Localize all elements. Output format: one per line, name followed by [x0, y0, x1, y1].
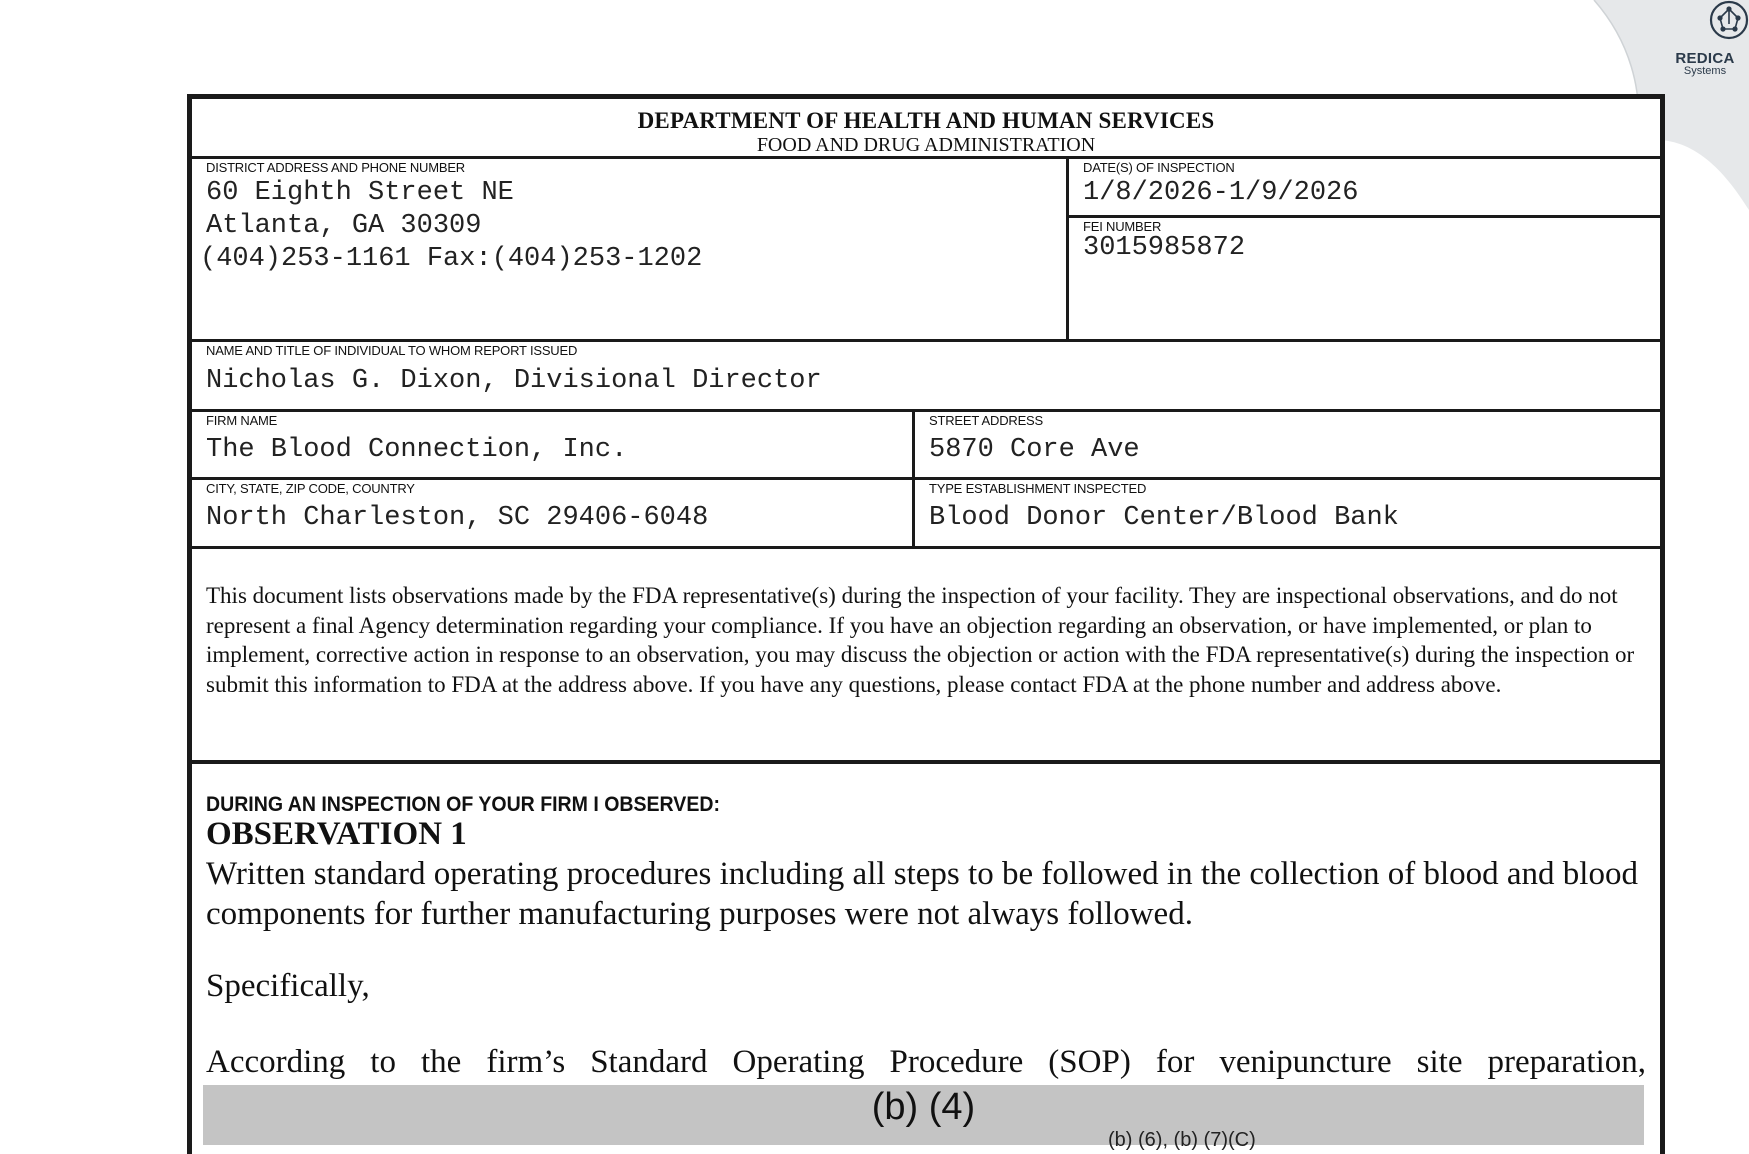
observed-heading: DURING AN INSPECTION OF YOUR FIRM I OBSERVED: [206, 793, 720, 816]
district-label: DISTRICT ADDRESS AND PHONE NUMBER [206, 160, 465, 175]
badge-brand: REDICA [1675, 50, 1735, 67]
fei-cell [1069, 218, 1660, 339]
establishment-cell [915, 480, 1660, 546]
district-line-3: (404)253-1161 Fax:(404)253-1202 [200, 244, 703, 274]
establishment-value: Blood Donor Center/Blood Bank [929, 503, 1399, 533]
specifically-text: Specifically, [206, 968, 370, 1004]
redaction-sub-label: (b) (6), (b) (7)(C) [1108, 1129, 1256, 1151]
fei-value: 3015985872 [1083, 233, 1246, 263]
divider-row-4 [192, 546, 1660, 549]
form-header [192, 99, 1660, 159]
department-title: DEPARTMENT OF HEALTH AND HUMAN SERVICES [637, 108, 1215, 133]
city-cell [192, 480, 912, 546]
recipient-value: Nicholas G. Dixon, Divisional Director [206, 366, 822, 396]
street-value: 5870 Core Ave [929, 435, 1140, 465]
observation-title: OBSERVATION 1 [206, 816, 467, 852]
firm-value: The Blood Connection, Inc. [206, 435, 628, 465]
establishment-label: TYPE ESTABLISHMENT INSPECTED [929, 481, 1147, 496]
network-icon [1709, 0, 1749, 40]
divider-disclaimer [192, 760, 1660, 764]
inspection-dates-cell [1069, 159, 1660, 215]
city-value: North Charleston, SC 29406-6048 [206, 503, 709, 533]
inspection-dates-label: DATE(S) OF INSPECTION [1083, 160, 1235, 175]
firm-label: FIRM NAME [206, 413, 278, 428]
street-cell [915, 412, 1660, 476]
inspection-dates-value: 1/8/2026-1/9/2026 [1083, 178, 1359, 208]
firm-cell [192, 412, 912, 476]
badge-sub: Systems [1683, 65, 1727, 77]
sop-text: According to the firm’s Standard Operating Procedure (SOP) for venipuncture site preparation, [206, 1044, 1646, 1080]
agency-title: FOOD AND DRUG ADMINISTRATION [756, 134, 1096, 156]
district-line-2: Atlanta, GA 30309 [206, 211, 482, 241]
fei-label: FEI NUMBER [1083, 219, 1162, 234]
redaction-label: (b) (4) [871, 1086, 976, 1128]
disclaimer-paragraph: This document lists observations made by the FDA representative(s) during the inspection of your facility. They are inspectional observations, and do not represent a final Agency determination regarding your compliance. If you have an objection regarding an observation, or have implemented, or plan to implement, corrective action in response to an observation, you may discuss the objection or action with the FDA representative(s) during the inspection or submit this information to FDA at the address above. If you have any questions, please contact FDA at the phone number and address above. [206, 583, 1635, 697]
district-line-1: 60 Eighth Street NE [206, 178, 514, 208]
city-label: CITY, STATE, ZIP CODE, COUNTRY [206, 481, 415, 496]
fda-form-483 [187, 94, 1665, 1154]
street-label: STREET ADDRESS [929, 413, 1043, 428]
redaction-block [203, 1085, 1644, 1151]
recipient-label: NAME AND TITLE OF INDIVIDUAL TO WHOM REPORT ISSUED [206, 343, 578, 358]
recipient-cell [192, 342, 1660, 408]
district-cell [192, 159, 1066, 339]
observation-text: Written standard operating procedures including all steps to be followed in the collection of blood and blood components for further manufacturing purposes were not always followed. [206, 856, 1638, 932]
